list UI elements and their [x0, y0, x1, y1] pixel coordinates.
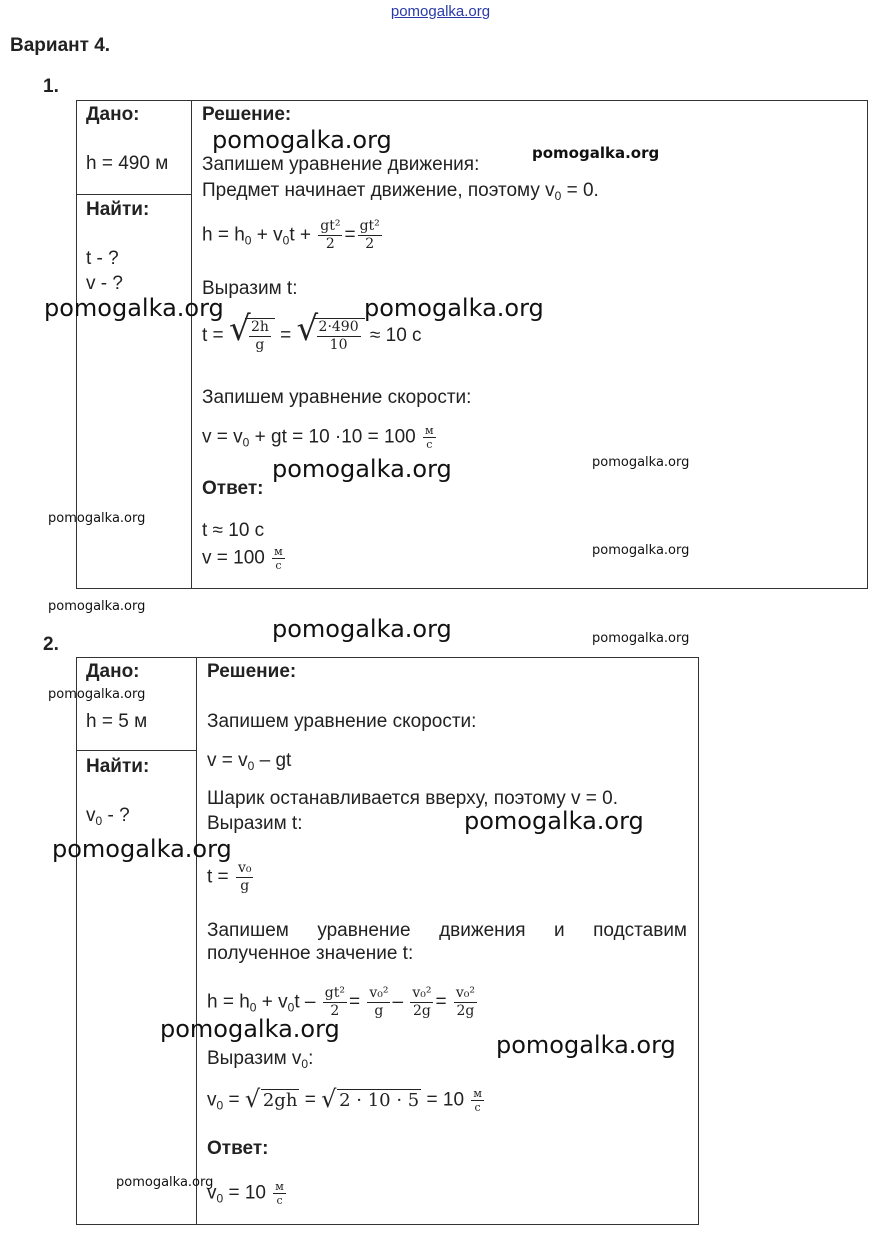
task1-find-v: v - ? [86, 273, 123, 294]
task2-line2: Шарик останавливается вверху, поэтому v = 0. [207, 788, 619, 809]
task1-equation-time: t = √ $\frac{2h}{g}$ = √ $\frac{2\cdot 490}{10}$ ≈ 10 с [202, 309, 422, 353]
task1-line2: Предмет начинает движение, поэтому $v_0 = 0$. [202, 180, 599, 203]
task2-line3: Выразим t: [207, 813, 303, 834]
task1-divider [191, 100, 192, 588]
task2-line5: Выразим $v_0$: [207, 1048, 314, 1071]
task1-given-label: Дано: [86, 104, 140, 125]
task1-number: 1. [43, 76, 59, 97]
watermark: pomogalka.org [160, 1015, 340, 1043]
watermark: pomogalka.org [48, 599, 146, 614]
site-link[interactable]: pomogalka.org [390, 3, 491, 20]
task1-line1: Запишем уравнение движения: [202, 154, 480, 175]
watermark: pomogalka.org [532, 144, 660, 162]
watermark: pomogalka.org [44, 294, 224, 322]
task1-answer-t: t ≈ 10 с [202, 520, 265, 541]
task2-divider [196, 657, 197, 1224]
variant-title: Вариант 4. [10, 35, 111, 56]
watermark: pomogalka.org [592, 455, 690, 470]
task2-equation-v0: $v_0$ = √ 2gh = √ 2 · 10 · 5 = 10 $\frac{м}{с}$ [207, 1084, 482, 1115]
watermark: pomogalka.org [592, 543, 690, 558]
watermark: pomogalka.org [52, 835, 232, 863]
task2-given-divider [76, 750, 196, 751]
task1-line3: Выразим t: [202, 278, 298, 299]
watermark: pomogalka.org [592, 631, 690, 646]
task2-answer-v0: $v_0 = 10$ $\frac{м}{с}$ [207, 1180, 284, 1208]
task1-given-value: h = 490 м [86, 153, 169, 174]
task1-answer-label: Ответ: [202, 478, 264, 499]
watermark: pomogalka.org [212, 126, 392, 154]
watermark: pomogalka.org [48, 511, 146, 526]
task2-equation-motion: $h = h_0 + v_0t$ – $\frac{\text{gt²}}{2}$ = $\frac{\text{v₀²}}{g}$ – $\frac{\text{v₀²}}{2g}$ = $\frac{\text{v₀²}}{2g}$ [207, 985, 475, 1019]
task2-solution-label: Решение: [207, 661, 297, 682]
task2-find-label: Найти: [86, 756, 150, 777]
task2-find-v0: $v_0$ - ? [86, 805, 130, 828]
task1-equation-motion: $h = h_0 + v_0t$ + $\frac{\text{gt²}}{2}$ = $\frac{\text{gt²}}{2}$ [202, 218, 380, 252]
watermark: pomogalka.org [48, 687, 146, 702]
task1-line4: Запишем уравнение скорости: [202, 387, 472, 408]
task2-equation-time: t = $\frac{\text{v₀}}{g}$ [207, 860, 252, 894]
task1-solution-label: Решение: [202, 104, 292, 125]
task2-line1: Запишем уравнение скорости: [207, 711, 477, 732]
task1-find-t: t - ? [86, 248, 119, 269]
watermark: pomogalka.org [116, 1175, 214, 1190]
task2-line4: Запишем уравнение движения и подставим полученное значение t: [207, 920, 687, 964]
task1-answer-v: v = 100 $\frac{м}{с}$ [202, 545, 283, 573]
task2-answer-label: Ответ: [207, 1138, 269, 1159]
watermark: pomogalka.org [496, 1031, 676, 1059]
watermark: pomogalka.org [364, 294, 544, 322]
task2-equation-velocity: $v = v_0$ – gt [207, 750, 292, 773]
task1-equation-velocity: $v = v_0$ + gt = 10 ·10 = 100 $\frac{м}{с}$ [202, 424, 434, 452]
watermark: pomogalka.org [272, 455, 452, 483]
task1-given-divider [76, 194, 191, 195]
task2-number: 2. [43, 634, 59, 655]
watermark: pomogalka.org [272, 615, 452, 643]
task2-given-value: h = 5 м [86, 711, 148, 732]
task1-find-label: Найти: [86, 199, 150, 220]
watermark: pomogalka.org [464, 807, 644, 835]
task2-given-label: Дано: [86, 661, 140, 682]
